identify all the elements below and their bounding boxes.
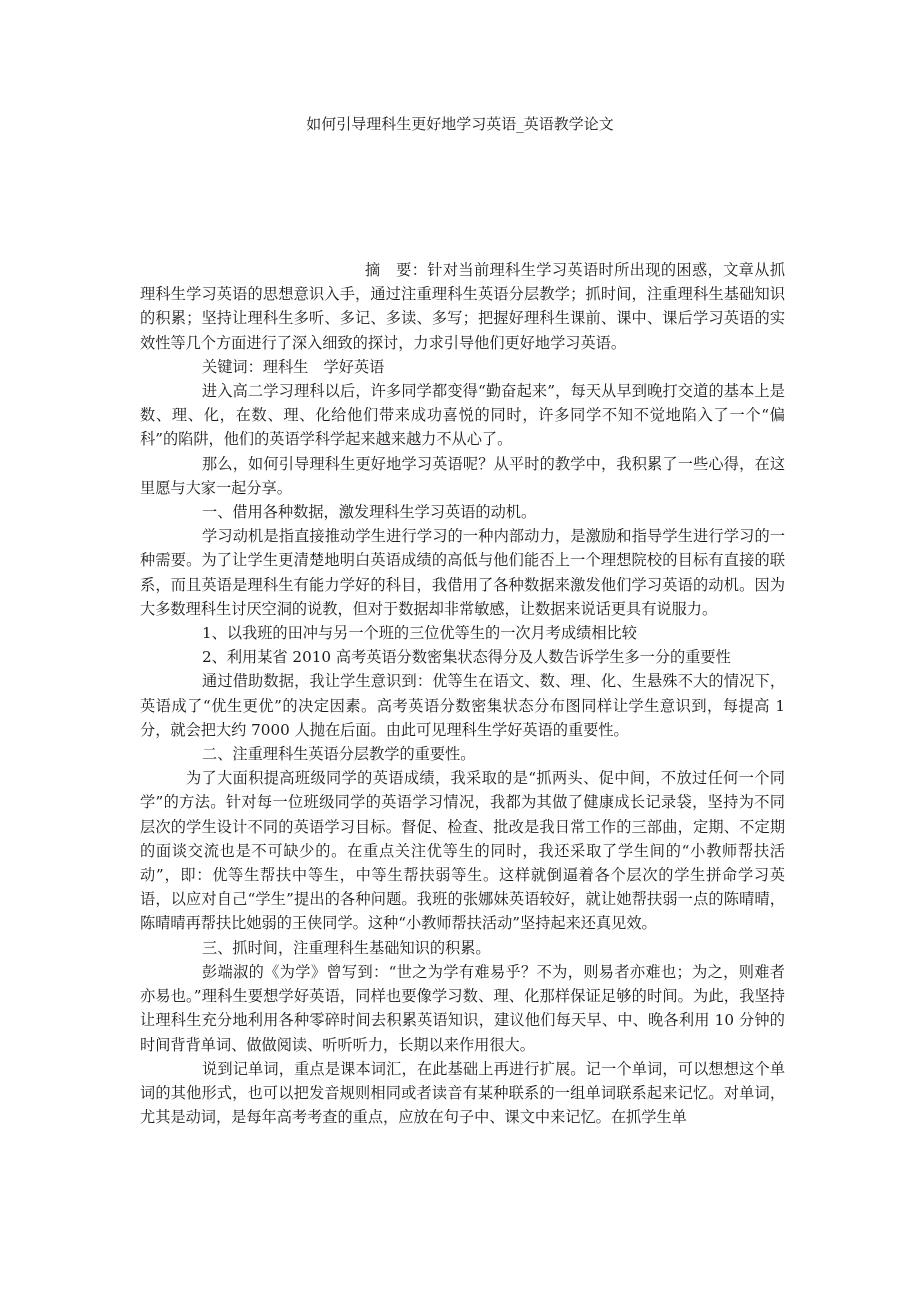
section-heading: 三、抓时间，注重理科生基础知识的积累。 bbox=[202, 938, 491, 957]
body-paragraph: 彭端淑的《为学》曾写到：“世之为学有难易乎？不为，则易者亦难也；为之，则难者亦易也。”理科生要想学好英语，同样也要像学习数、理、化那样保证足够的时间。为此，我坚持让理科生充分地利用各种零碎时间去积累英语知识，建议他们每天早、中、晚各利用 10 分钟的时间背背单词、做做阅读、听听听力，长期以来作用很大。 bbox=[140, 962, 785, 1054]
body-paragraph: 通过借助数据，我让学生意识到：优等生在语文、数、理、化、生悬殊不大的情况下，英语成了“优生更优”的决定因素。高考英语分数密集状态分布图同样让学生意识到，每提高 1 分，就会把大约 7000 人抛在后面。由此可见理科生学好英语的重要性。 bbox=[140, 672, 785, 739]
abstract-paragraph: 摘 要：针对当前理科生学习英语时所出现的困惑，文章从抓理科生学习英语的思想意识入手，通过注重理科生英语分层教学；抓时间，注重理科生基础知识的积累；坚持让理科生多听、多记、多读、多写；把握好理科生课前、课中、课后学习英语的实效性等几个方面进行了深入细致的探讨，力求引导他们更好地学习英语。 bbox=[140, 261, 785, 352]
body-paragraph: 那么，如何引导理科生更好地学习英语呢？从平时的教学中，我积累了一些心得，在这里愿与大家一起分享。 bbox=[140, 454, 785, 497]
section-heading: 二、注重理科生英语分层教学的重要性。 bbox=[202, 745, 476, 764]
document-title: 如何引导理科生更好地学习英语_英语教学论文 bbox=[306, 115, 614, 133]
document-body bbox=[140, 258, 785, 1129]
keywords-paragraph: 关键词：理科生 学好英语 bbox=[202, 357, 385, 376]
section-heading: 一、借用各种数据，激发理科生学习英语的动机。 bbox=[202, 503, 537, 522]
list-item: 2、利用某省 2010 高考英语分数密集状态得分及人数告诉学生多一分的重要性 bbox=[202, 648, 731, 667]
list-item: 1、以我班的田冲与另一个班的三位优等生的一次月考成绩相比较 bbox=[202, 624, 637, 643]
body-paragraph: 学习动机是指直接推动学生进行学习的一种内部动力，是激励和指导学生进行学习的一种需要。为了让学生更清楚地明白英语成绩的高低与他们能否上一个理想院校的目标有直接的联系，而且英语是理科生有能力学好的科目，我借用了各种数据来激发他们学习英语的动机。因为大多数理科生讨厌空洞的说教，但对于数据却非常敏感，让数据来说话更具有说服力。 bbox=[140, 527, 785, 618]
body-paragraph: 说到记单词，重点是课本词汇，在此基础上再进行扩展。记一个单词，可以想想这个单词的其他形式，也可以把发音规则相同或者读音有某种联系的一组单词联系起来记忆。对单词，尤其是动词，是每年高考考查的重点，应放在句子中、课文中来记忆。在抓学生单 bbox=[140, 1059, 785, 1127]
body-paragraph: 为了大面积提高班级同学的英语成绩，我采取的是“抓两头、促中间，不放过任何一个同学”的方法。针对每一位班级同学的英语学习情况，我都为其做了健康成长记录袋，坚持为不同层次的学生设计不同的英语学习目标。督促、检查、批改是我日常工作的三部曲，定期、不定期的面谈交流也是不可缺少的。在重点关注优等生的同时，我还采取了学生间的“小教师帮扶活动”，即：优等生帮扶中等生，中等生帮扶弱等生。这样就倒逼着各个层次的学生拼命学习英语，以应对自己“学生”提出的各种问题。我班的张娜妹英语较好，就让她帮扶弱一点的陈晴晴，陈晴晴再帮扶比她弱的王侠同学。这种“小教师帮扶活动”坚持起来还真见效。 bbox=[140, 769, 785, 933]
body-paragraph: 进入高二学习理科以后，许多同学都变得“勤奋起来”，每天从早到晚打交道的基本上是数、理、化，在数、理、化给他们带来成功喜悦的同时，许多同学不知不觉地陷入了一个“偏科”的陷阱，他们的英语学科学起来越来越力不从心了。 bbox=[140, 382, 785, 449]
